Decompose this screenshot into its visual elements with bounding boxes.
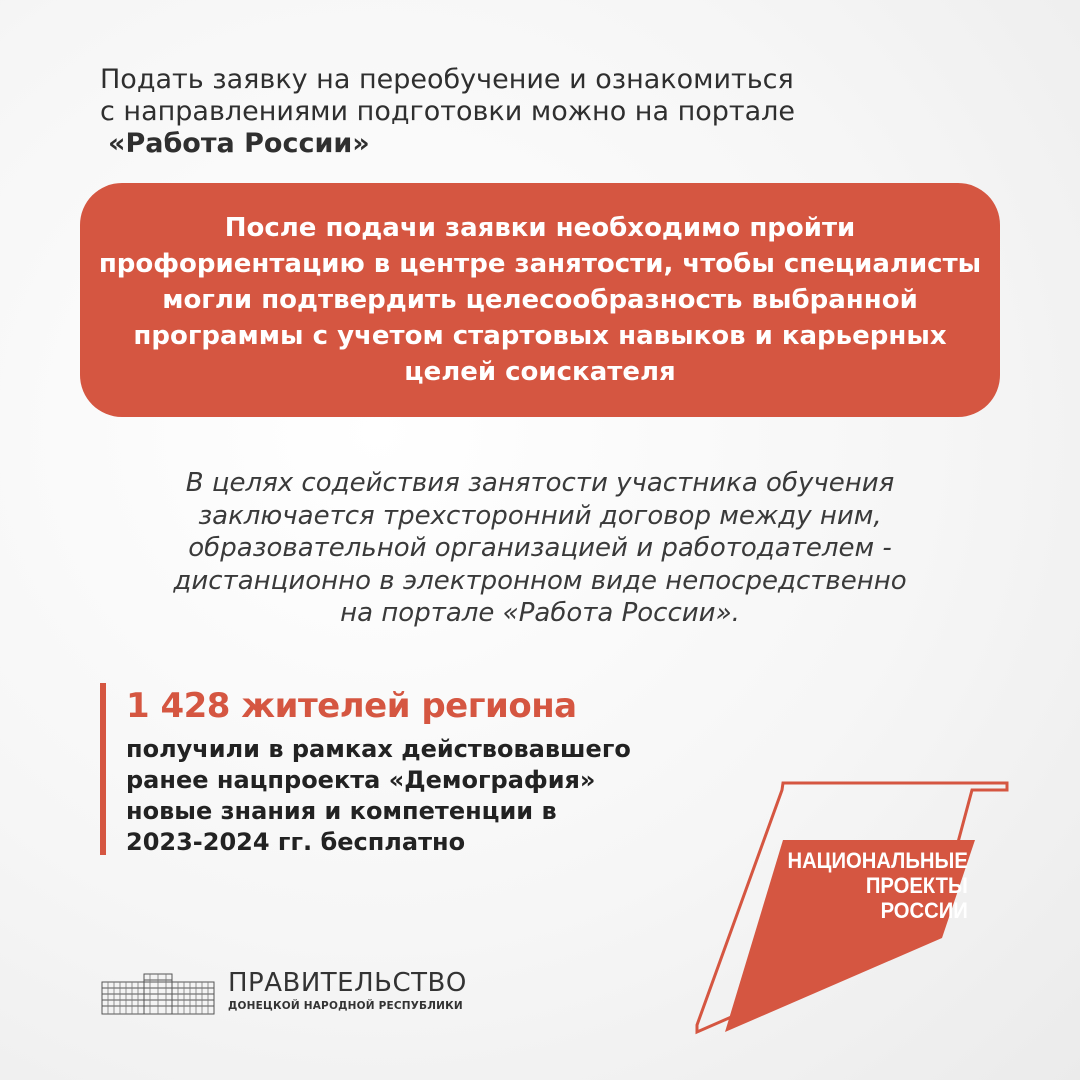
intro-line: с направлениями подготовки можно на портале <box>100 96 796 127</box>
contract-line: В целях содействия занятости участника обучения <box>185 468 895 498</box>
stat-headline: 1 428 жителей региона <box>126 686 577 726</box>
government-logo-subtitle: ДОНЕЦКОЙ НАРОДНОЙ РЕСПУБЛИКИ <box>228 1000 463 1012</box>
stat-line: ранее нацпроекта «Демография» <box>126 766 596 794</box>
government-logo <box>100 968 480 1018</box>
contract-line: образовательной организацией и работодателем - <box>188 533 892 563</box>
np-logo-line: ПРОЕКТЫ <box>865 874 968 899</box>
np-logo-line: РОССИИ <box>880 899 968 924</box>
np-logo-line: НАЦИОНАЛЬНЫЕ <box>787 849 968 874</box>
stat-line: 2023-2024 гг. бесплатно <box>126 828 466 856</box>
callout-line: профориентацию в центре занятости, чтобы специалисты <box>98 249 982 279</box>
contract-line: на портале «Работа России». <box>340 598 740 628</box>
callout-line: могли подтвердить целесообразность выбранной <box>162 285 918 315</box>
callout-line: После подачи заявки необходимо пройти <box>224 213 856 243</box>
stat-line: получили в рамках действовавшего <box>126 735 631 763</box>
stat-accent-bar <box>100 683 106 855</box>
contract-line: заключается трехсторонний договор между ним, <box>198 500 882 531</box>
government-building-icon <box>100 972 216 1016</box>
callout-text <box>99 210 981 390</box>
government-logo-title: ПРАВИТЕЛЬСТВО <box>228 968 467 998</box>
callout-line: целей соискателя <box>404 357 676 387</box>
contract-text <box>70 467 1010 630</box>
intro-text <box>100 64 860 160</box>
national-projects-logo <box>690 780 1010 1035</box>
stat-line: новые знания и компетенции в <box>126 797 557 825</box>
intro-line: Подать заявку на переобучение и ознакомиться <box>100 64 794 95</box>
callout-box <box>80 183 1000 417</box>
callout-line: программы с учетом стартовых навыков и карьерных <box>133 321 947 351</box>
contract-line: дистанционно в электронном виде непосредственно <box>173 565 907 596</box>
stat-description <box>126 734 631 858</box>
portal-name: «Работа России» <box>108 128 370 159</box>
